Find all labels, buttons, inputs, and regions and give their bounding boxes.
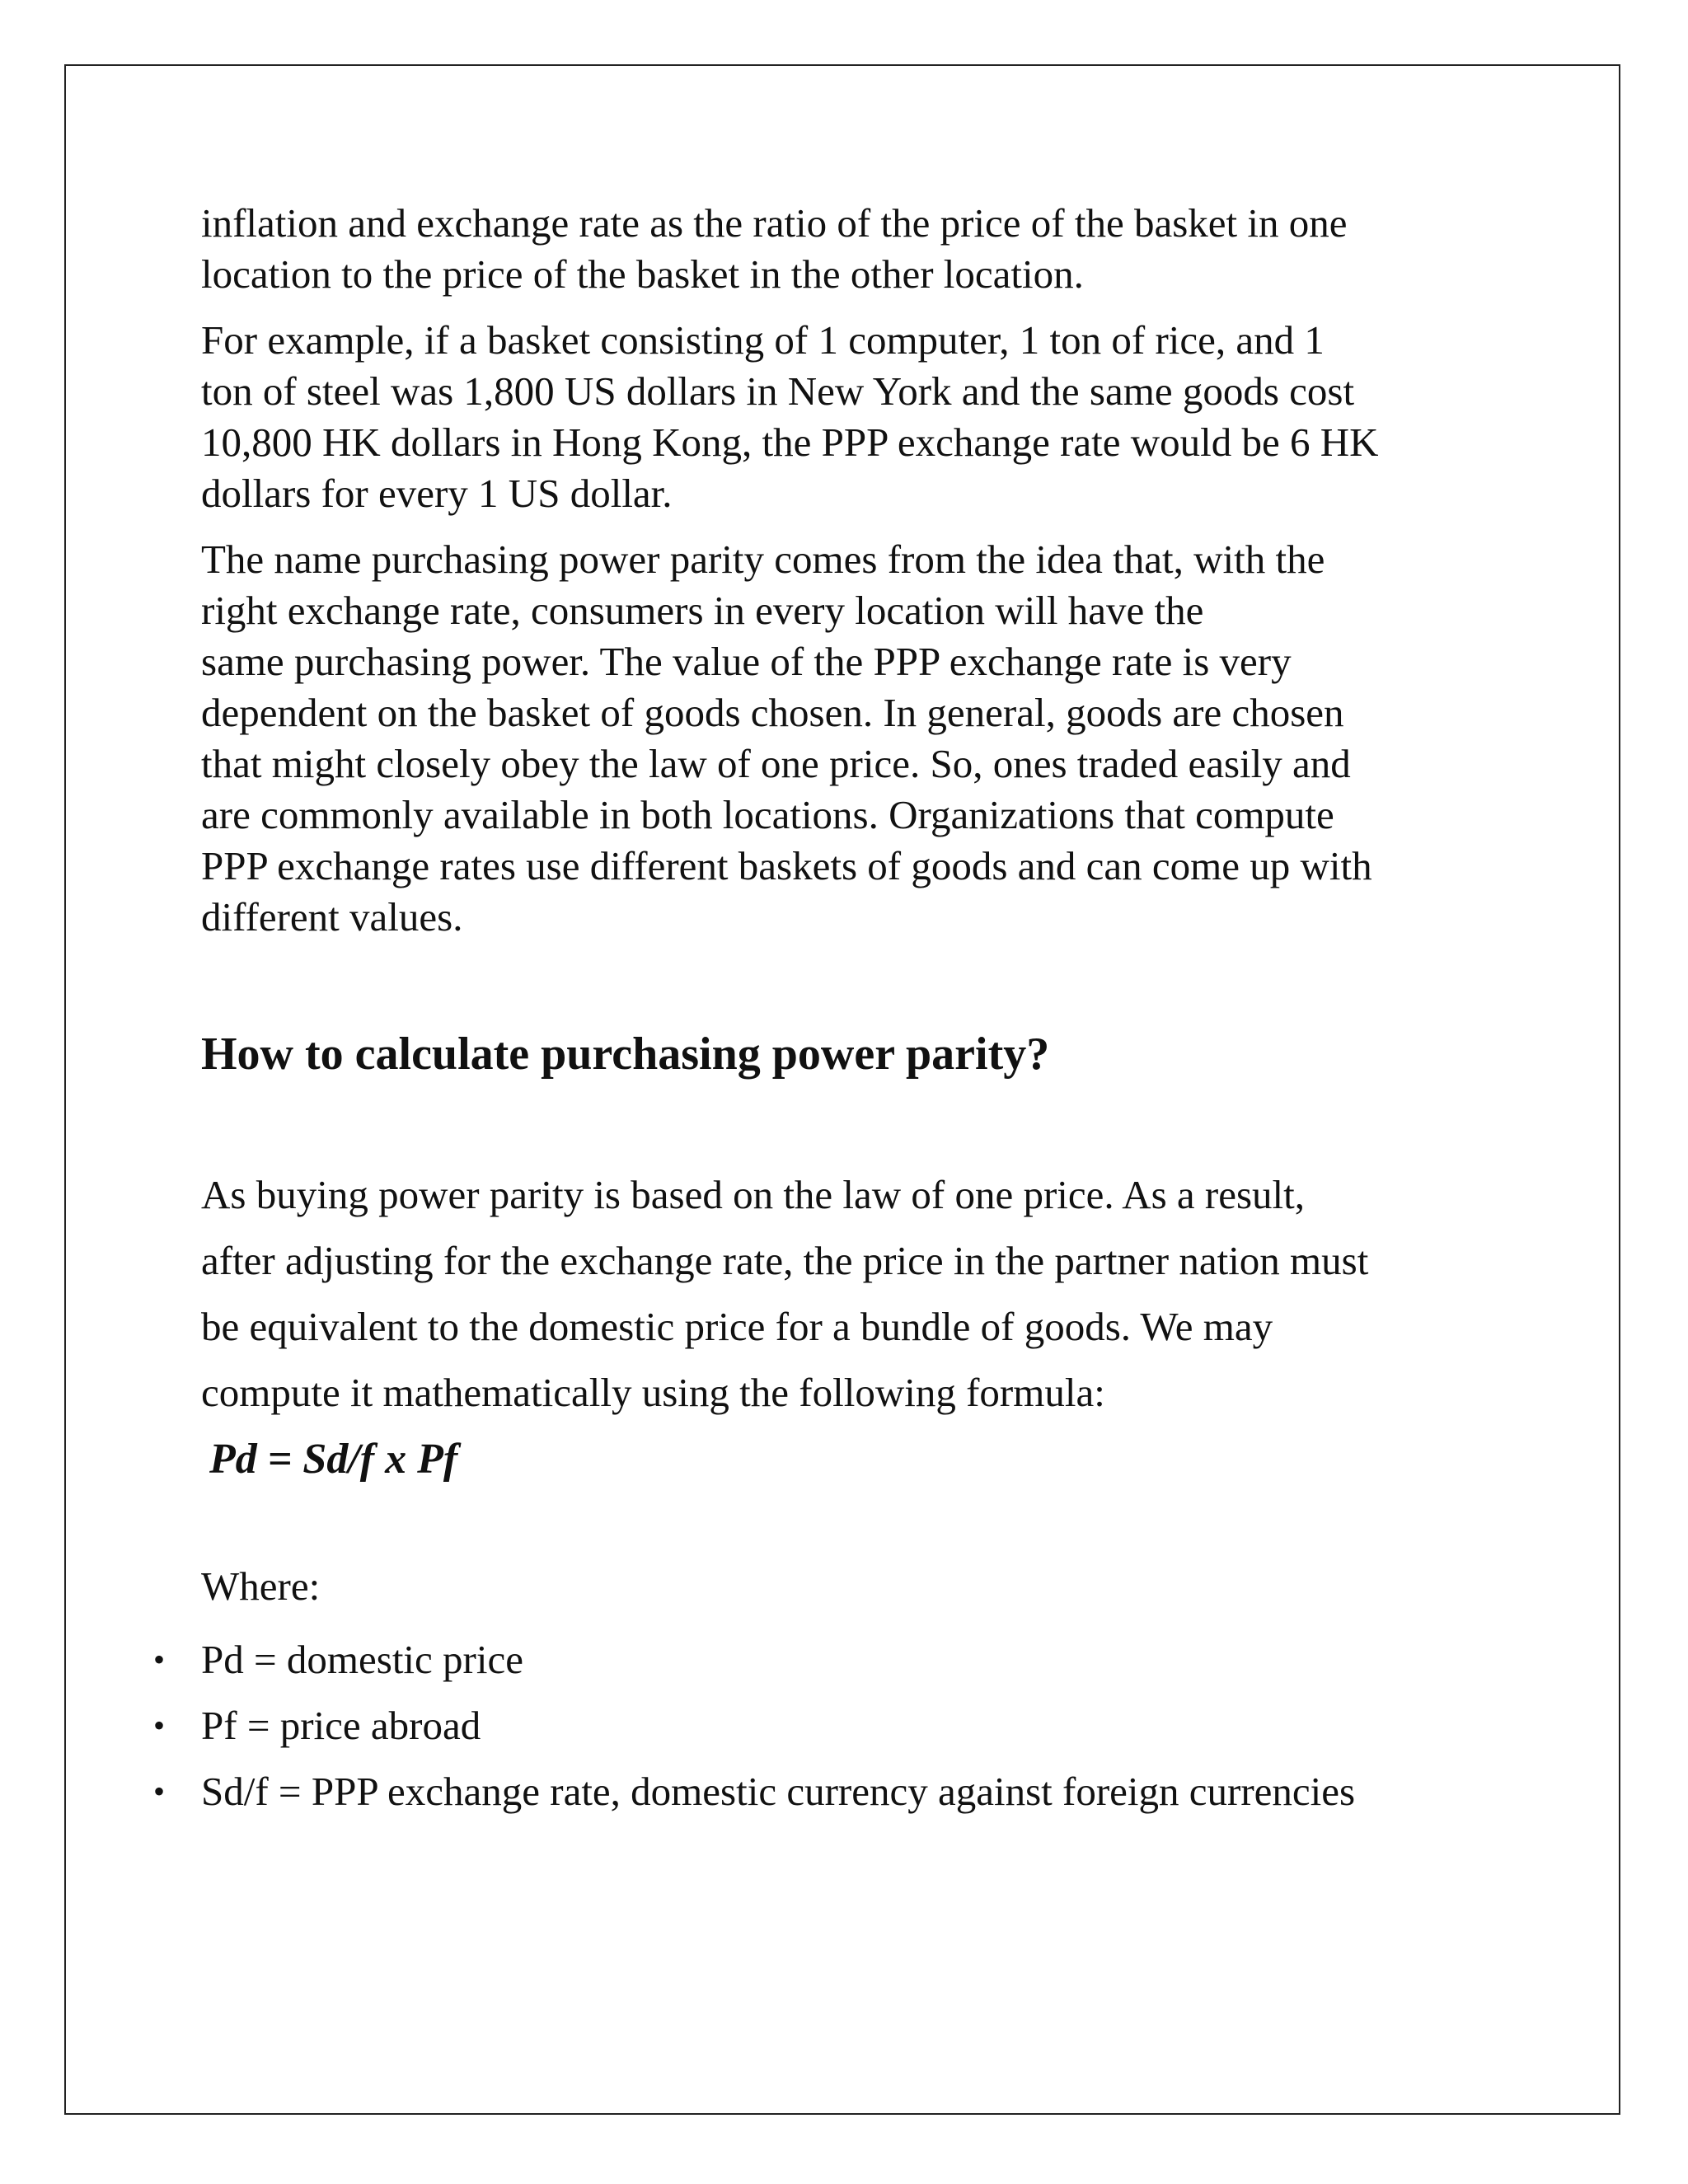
- definitions-list: [0, 1627, 1688, 1825]
- text-line: As buying power parity is based on the law of one price. As a result,: [201, 1172, 1306, 1217]
- text-line: compute it mathematically using the following formula:: [201, 1370, 1105, 1415]
- text-line: same purchasing power. The value of the PPP exchange rate is very: [201, 639, 1292, 684]
- text-line: The name purchasing power parity comes from the idea that, with the: [201, 537, 1325, 582]
- text-line: that might closely obey the law of one price. So, ones traded easily and: [201, 741, 1351, 786]
- text-line: different values.: [201, 894, 463, 940]
- calculation-paragraph: [201, 1162, 1520, 1426]
- example-paragraph: [201, 315, 1520, 519]
- name-origin-paragraph: [201, 534, 1520, 943]
- text-line: ton of steel was 1,800 US dollars in New York and the same goods cost: [201, 368, 1355, 414]
- text-line: be equivalent to the domestic price for a bundle of goods. We may: [201, 1304, 1273, 1349]
- section-heading: How to calculate purchasing power parity?: [201, 1029, 1050, 1080]
- ppp-formula: Pd = Sd/f x Pf: [209, 1436, 458, 1483]
- where-label: Where:: [201, 1563, 321, 1609]
- list-item: [0, 1693, 1688, 1759]
- definition-text: Pd = domestic price: [201, 1637, 523, 1682]
- intro-paragraph: [201, 198, 1520, 300]
- text-line: inflation and exchange rate as the ratio of the price of the basket in one: [201, 200, 1348, 246]
- text-line: For example, if a basket consisting of 1 computer, 1 ton of rice, and 1: [201, 317, 1325, 363]
- text-line: after adjusting for the exchange rate, the price in the partner nation must: [201, 1238, 1369, 1283]
- bullet-icon: •: [153, 1641, 166, 1678]
- text-line: PPP exchange rates use different baskets of goods and can come up with: [201, 843, 1372, 888]
- bullet-icon: •: [153, 1707, 166, 1744]
- definition-text: Sd/f = PPP exchange rate, domestic currency against foreign currencies: [201, 1769, 1356, 1814]
- list-item: [0, 1627, 1688, 1693]
- text-line: are commonly available in both locations. Organizations that compute: [201, 792, 1334, 837]
- list-item: [0, 1759, 1688, 1825]
- text-line: dollars for every 1 US dollar.: [201, 471, 673, 516]
- definition-text: Pf = price abroad: [201, 1703, 481, 1748]
- text-line: dependent on the basket of goods chosen. In general, goods are chosen: [201, 690, 1344, 735]
- text-line: 10,800 HK dollars in Hong Kong, the PPP exchange rate would be 6 HK: [201, 419, 1379, 465]
- text-line: location to the price of the basket in the other location.: [201, 251, 1084, 297]
- bullet-icon: •: [153, 1773, 166, 1810]
- text-line: right exchange rate, consumers in every location will have the: [201, 588, 1204, 633]
